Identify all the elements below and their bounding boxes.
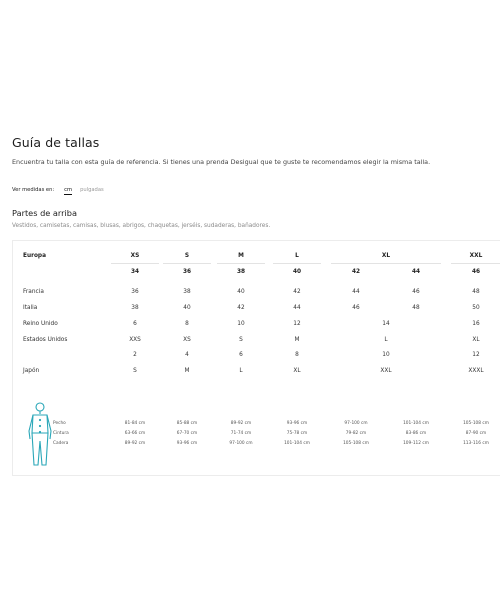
header-europa: Europa <box>23 253 46 259</box>
measure-cadera: 97-100 cm <box>229 441 253 446</box>
size-header-xs: XS <box>130 253 140 259</box>
measure-cadera: 89-92 cm <box>124 441 146 446</box>
measure-pecho: 89-92 cm <box>230 421 252 426</box>
cell-italia: 38 <box>131 305 139 311</box>
cell-reino-unido: 12 <box>293 321 301 327</box>
cell-estados-unidos: L <box>384 337 388 343</box>
cell-italia: 42 <box>237 305 245 311</box>
row-label-italia: Italia <box>23 305 38 311</box>
cell-italia: 40 <box>183 305 191 311</box>
body-figure-icon <box>27 401 53 467</box>
cell-japon: XXXL <box>468 368 484 374</box>
intro-text: Encuentra tu talla con esta guía de referencia. Si tienes una prenda Desigual que te guste te recomendamos elegir la misma talla. <box>12 158 431 166</box>
row-label-reino-unido: Reino Unido <box>23 321 58 327</box>
measure-cintura: 83-86 cm <box>405 431 427 436</box>
cell-estados-unidos: S <box>239 337 243 343</box>
cell-reino-unido: 6 <box>133 321 137 327</box>
measure-cadera: 109-112 cm <box>403 441 429 446</box>
eu-number: 34 <box>130 269 140 275</box>
cell-francia: 36 <box>131 289 139 295</box>
page-title: Guía de tallas <box>12 135 100 150</box>
cell-estados-unidos: XXS <box>129 337 141 343</box>
measure-pecho: 105-108 cm <box>463 421 489 426</box>
cell-reino-unido: 10 <box>237 321 245 327</box>
cell-italia: 48 <box>412 305 420 311</box>
cell-japon: M <box>184 368 190 374</box>
eu-number: 46 <box>471 269 481 275</box>
measure-pecho: 93-96 cm <box>286 421 308 426</box>
measure-pecho: 101-104 cm <box>403 421 429 426</box>
section-subtitle: Vestidos, camisetas, camisas, blusas, abrigos, chaquetas, jerséis, sudaderas, bañadores. <box>12 223 271 229</box>
measure-cintura: 63-66 cm <box>124 431 146 436</box>
size-header-s: S <box>184 253 190 259</box>
measure-label-pecho: Pecho <box>53 421 66 426</box>
header-rule <box>217 263 265 264</box>
cell-francia: 44 <box>352 289 360 295</box>
eu-number: 38 <box>236 269 246 275</box>
eu-number: 40 <box>292 269 302 275</box>
cell-francia: 38 <box>183 289 191 295</box>
measure-cintura: 75-78 cm <box>286 431 308 436</box>
measure-label-cintura: Cintura <box>53 431 69 436</box>
cell-reino-unido: 8 <box>185 321 189 327</box>
measure-cadera: 113-116 cm <box>463 441 489 446</box>
measure-cintura: 79-82 cm <box>345 431 367 436</box>
size-table <box>12 240 500 476</box>
cell-francia: 46 <box>412 289 420 295</box>
header-rule <box>273 263 321 264</box>
cell-us-number: 6 <box>239 352 243 358</box>
cell-reino-unido: 16 <box>472 321 480 327</box>
eu-number: 42 <box>351 269 361 275</box>
measure-cintura: 67-70 cm <box>176 431 198 436</box>
measure-pecho: 81-84 cm <box>124 421 146 426</box>
cell-us-number: 8 <box>295 352 299 358</box>
cell-us-number: 2 <box>133 352 137 358</box>
size-header-xl: XL <box>381 253 391 259</box>
measure-pecho: 97-100 cm <box>344 421 368 426</box>
measure-cadera: 93-96 cm <box>176 441 198 446</box>
cell-us-number: 12 <box>472 352 480 358</box>
header-rule <box>163 263 211 264</box>
cell-italia: 44 <box>293 305 301 311</box>
measure-cadera: 101-104 cm <box>284 441 310 446</box>
size-header-xxl: XXL <box>469 253 483 259</box>
measure-label-cadera: Cadera <box>53 441 69 446</box>
measure-cintura: 87-90 cm <box>465 431 487 436</box>
measure-pecho: 85-88 cm <box>176 421 198 426</box>
units-switch <box>12 187 112 195</box>
cell-francia: 40 <box>237 289 245 295</box>
cell-us-number: 10 <box>382 352 390 358</box>
cell-us-number: 4 <box>185 352 189 358</box>
cell-japon: XXL <box>380 368 392 374</box>
measure-cadera: 105-108 cm <box>343 441 369 446</box>
eu-number: 36 <box>182 269 192 275</box>
row-label-francia: Francia <box>23 289 44 295</box>
measure-cintura: 71-74 cm <box>230 431 252 436</box>
header-rule <box>111 263 159 264</box>
header-rule <box>331 263 441 264</box>
row-label-estados-unidos: Estados Unidos <box>23 337 68 343</box>
cell-francia: 48 <box>472 289 480 295</box>
unit-option-cm[interactable]: cm <box>64 187 73 193</box>
cell-estados-unidos: M <box>294 337 300 343</box>
cell-reino-unido: 14 <box>382 321 390 327</box>
size-header-m: M <box>238 253 244 259</box>
unit-option-inches[interactable]: pulgadas <box>80 187 104 193</box>
cell-japon: L <box>239 368 243 374</box>
cell-francia: 42 <box>293 289 301 295</box>
cell-italia: 50 <box>472 305 480 311</box>
cell-estados-unidos: XS <box>183 337 191 343</box>
cell-estados-unidos: XL <box>472 337 480 343</box>
cell-japon: S <box>133 368 137 374</box>
header-rule <box>451 263 500 264</box>
size-header-l: L <box>295 253 299 259</box>
section-title: Partes de arriba <box>12 208 77 218</box>
cell-japon: XL <box>293 368 301 374</box>
row-label-japon: Japón <box>23 368 40 374</box>
eu-number: 44 <box>411 269 421 275</box>
units-label: Ver medidas en: <box>12 187 55 193</box>
cell-italia: 46 <box>352 305 360 311</box>
